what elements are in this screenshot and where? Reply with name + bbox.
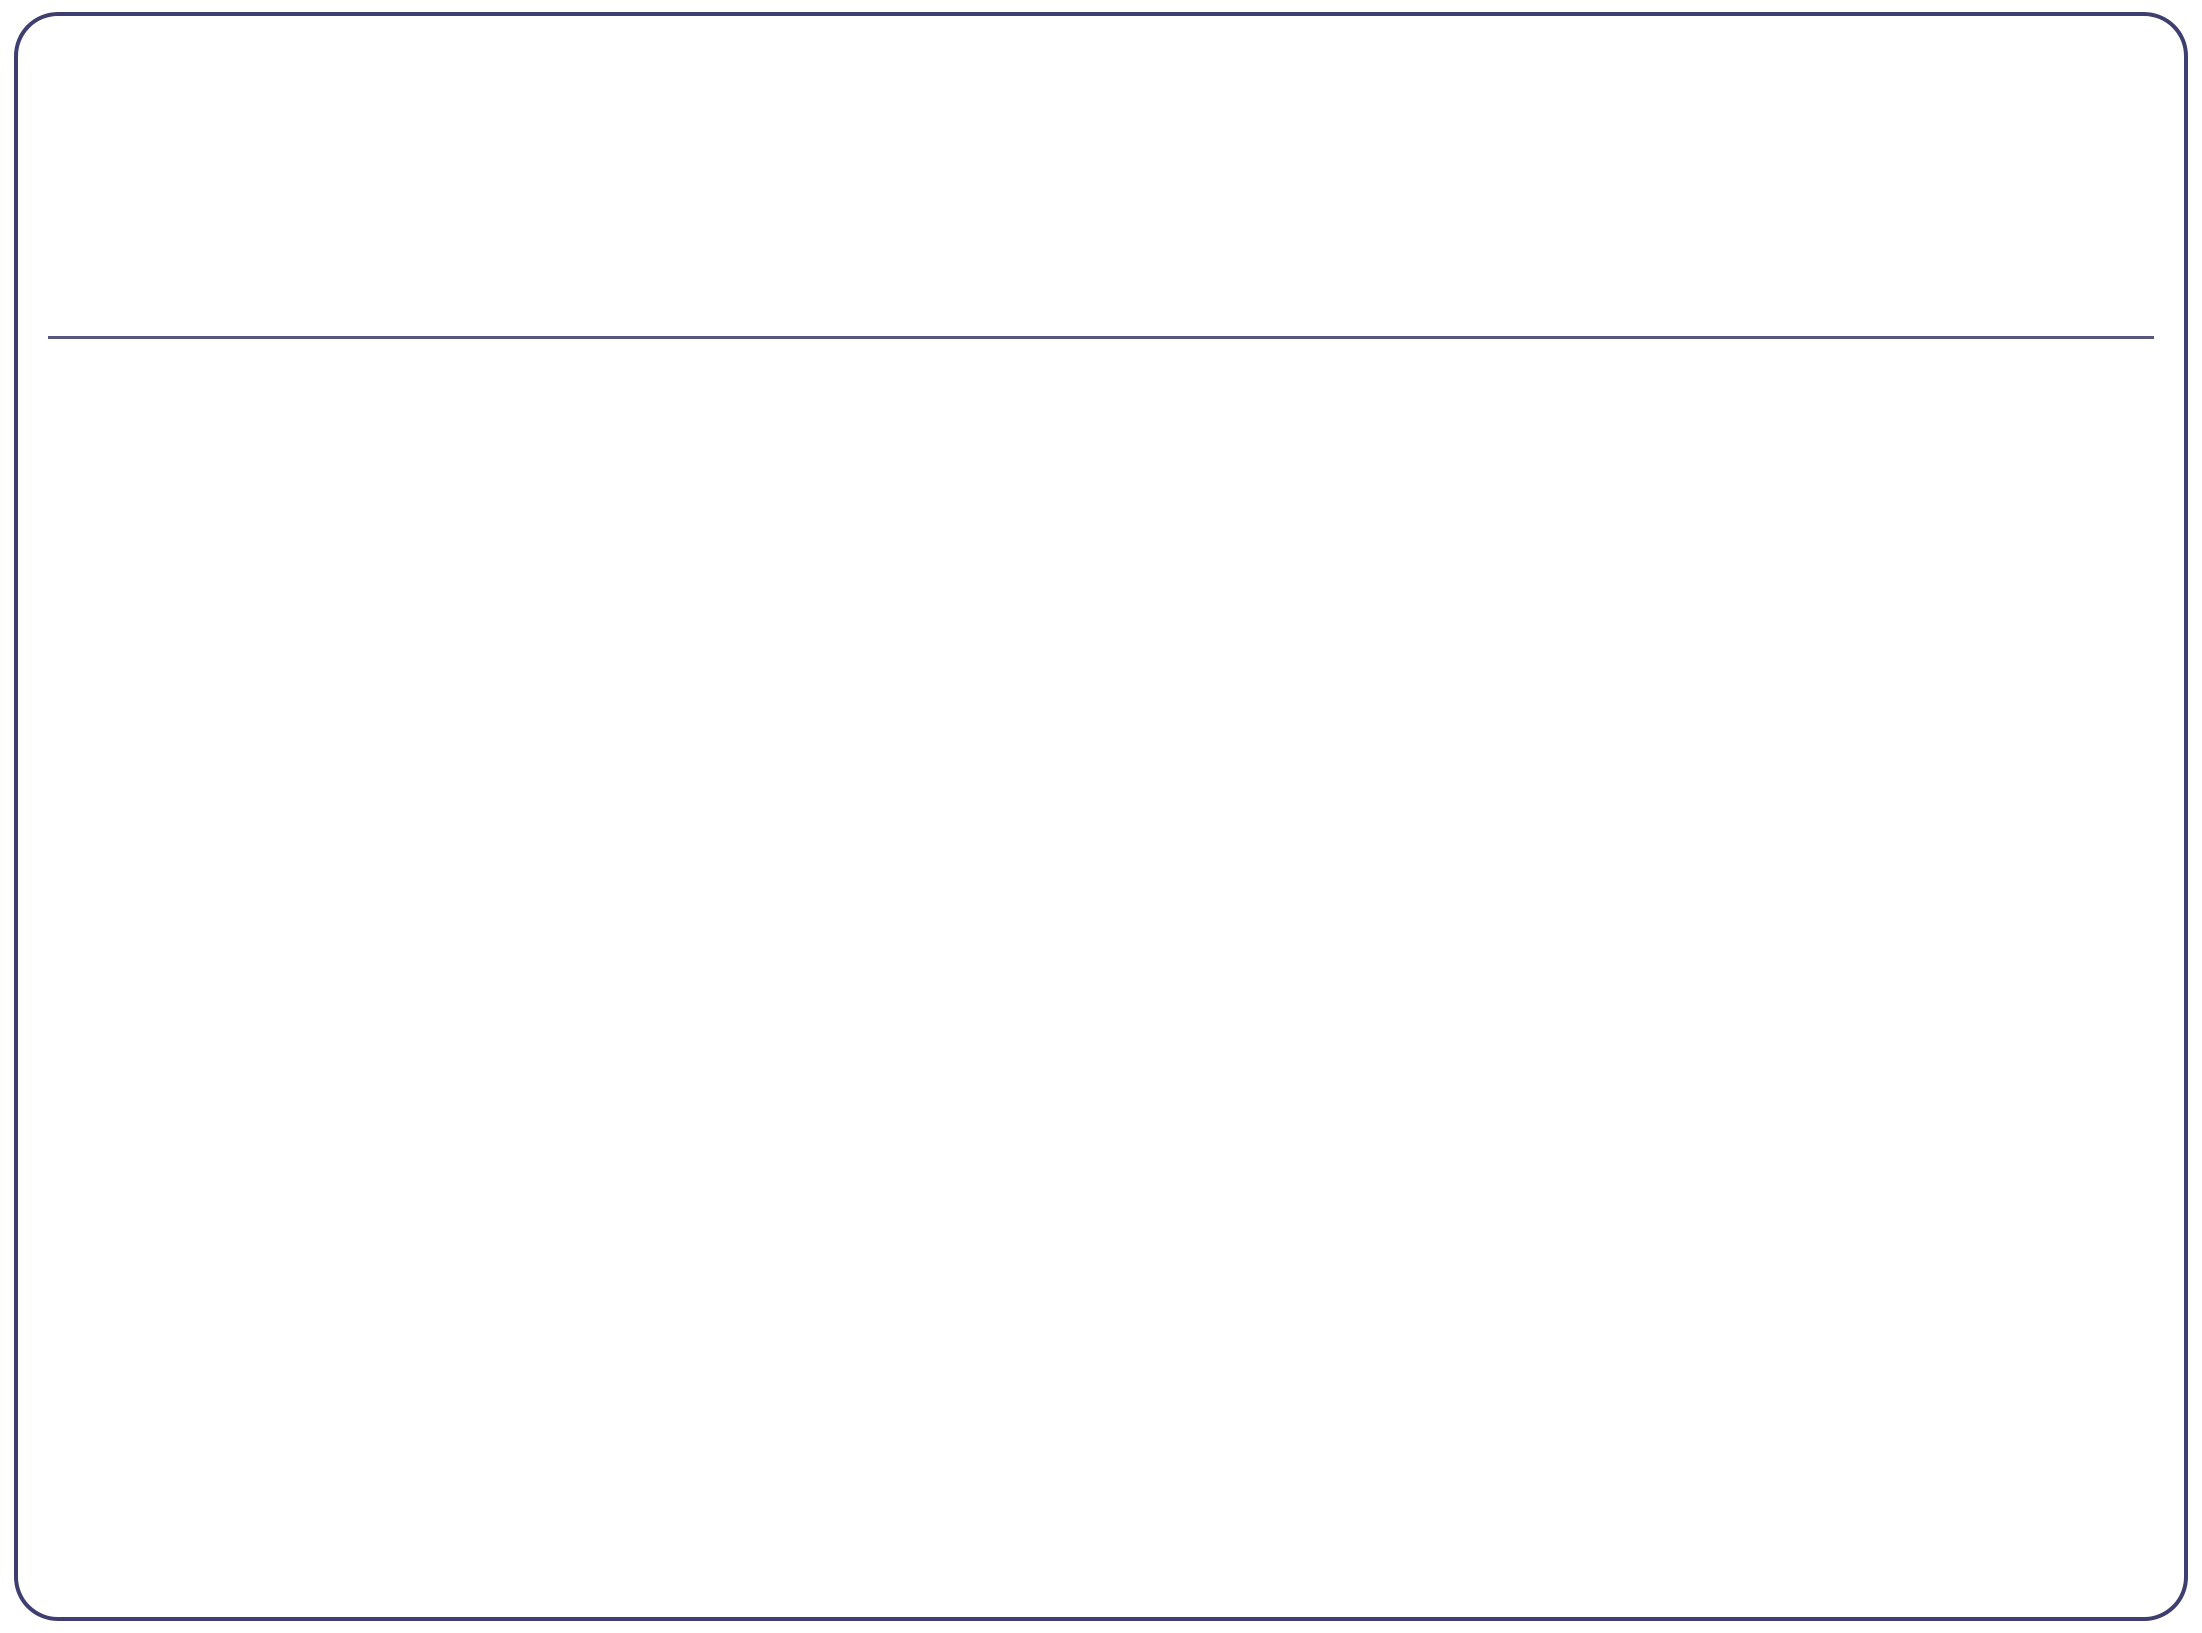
header-divider-line [48,336,2154,339]
page-border [14,12,2188,1621]
